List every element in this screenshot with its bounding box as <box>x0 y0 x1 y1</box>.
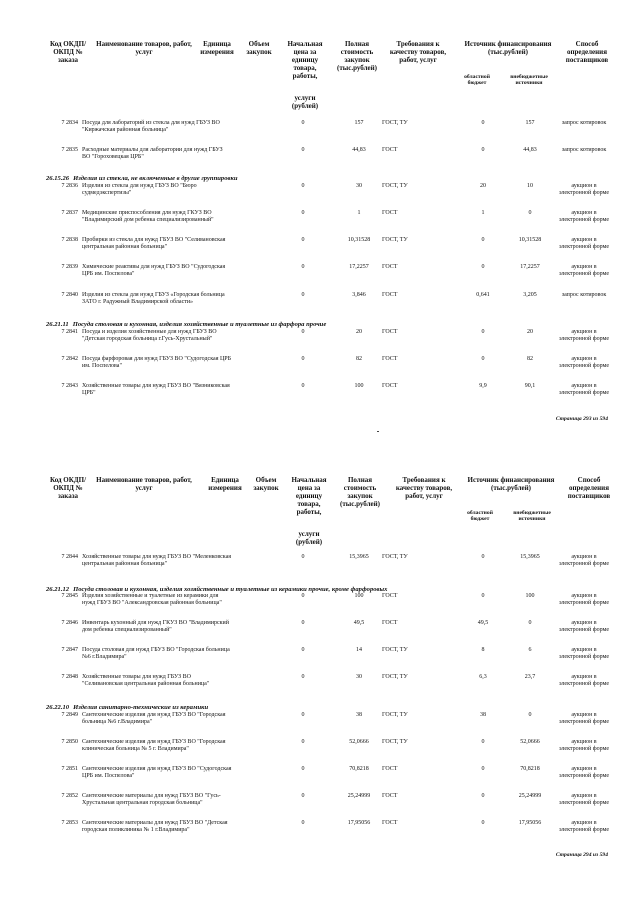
extra-budget: 44,83 <box>523 147 537 153</box>
item-name: Посуда фарфоровая для нужд ГБУЗ ВО "Судогодская ЦРБ им. Поспелова" <box>82 356 232 369</box>
item-name: Сантехнические материалы для нужд ГБУЗ ВО "Детская городская поликлиника № 1 г.Владимира" <box>82 820 228 833</box>
quality-req: ГОСТ <box>382 593 398 599</box>
header-full-cost: Полная стоимость закупок (тыс.рублей) <box>339 476 381 508</box>
item-name: Медицинские приспособления для нужд ГКУЗ ВО "Владимирский дом ребенка специализированный" <box>82 210 214 223</box>
item-name: Изделия хозяйственные и туалетные из керамики для нужд ГБУЗ ВО "Александровская районная больница" <box>82 593 222 606</box>
quality-req: ГОСТ <box>382 356 398 362</box>
item-name: Хозяйственные товары для нужд ГБУЗ ВО "Вязниковская ЦРБ" <box>82 383 230 396</box>
procurement-method: аукцион в электронной форме <box>558 264 610 277</box>
full-cost: 14 <box>356 647 362 653</box>
item-name: Изделия из стекла для нужд ГБУЗ «Городская больница ЗАТО г. Радужный Владимирской области» <box>82 292 225 305</box>
extra-budget: 17,95056 <box>518 820 542 826</box>
item-name: Пробирки из стекла для нужд ГБУЗ ВО "Селивановская центральная районная больница" <box>82 237 226 250</box>
header-unit: Единица измерения <box>208 476 242 492</box>
section-heading <box>46 586 626 593</box>
header-start-price: Начальная цена за единицу товара, работы, <box>291 476 327 516</box>
full-cost: 82 <box>356 356 362 362</box>
header-funding-extra: внебюджетные источники <box>510 74 548 87</box>
regional-budget: 9,9 <box>479 383 487 389</box>
section-heading <box>46 704 626 711</box>
regional-budget: 0 <box>481 147 485 153</box>
quality-req: ГОСТ, ТУ <box>382 647 408 653</box>
start-price: 0 <box>301 356 305 362</box>
extra-budget: 23,7 <box>524 674 536 680</box>
full-cost: 10,31528 <box>347 237 371 243</box>
item-name: Хозяйственные товары для нужд ГБУЗ ВО "Меленковская центральная районная больница" <box>82 554 232 567</box>
header-method: Способ определения поставщиков <box>565 40 609 64</box>
extra-budget: 0 <box>528 712 532 718</box>
start-price: 0 <box>301 210 305 216</box>
regional-budget: 1 <box>481 210 485 216</box>
extra-budget: 90,1 <box>524 383 536 389</box>
order-number: 7 2849 <box>61 712 78 718</box>
full-cost: 1 <box>357 210 361 216</box>
item-name: Сантехнические материалы для нужд ГБУЗ ВО "Гусь-Хрустальная центральная городская больница" <box>82 793 221 806</box>
regional-budget: 0 <box>481 766 485 772</box>
full-cost: 157 <box>354 120 364 126</box>
extra-budget: 157 <box>525 120 535 126</box>
order-number: 7 2847 <box>61 647 78 653</box>
start-price: 0 <box>301 554 305 560</box>
extra-budget: 0 <box>528 210 532 216</box>
quality-req: ГОСТ, ТУ <box>382 554 408 560</box>
procurement-method: аукцион в электронной форме <box>558 647 610 660</box>
section-code: 26.22.10 <box>46 704 70 711</box>
header-name: Наименование товаров, работ, услуг <box>96 40 192 56</box>
order-number: 7 2851 <box>61 766 78 772</box>
quality-req: ГОСТ <box>382 264 398 270</box>
start-price: 0 <box>301 739 305 745</box>
extra-budget: 10,31528 <box>518 237 542 243</box>
start-price: 0 <box>301 712 305 718</box>
extra-budget: 15,3965 <box>520 554 540 560</box>
order-number: 7 2848 <box>61 674 78 680</box>
start-price: 0 <box>301 120 305 126</box>
header-start-price-services: услуги (рублей) <box>291 94 319 110</box>
quality-req: ГОСТ <box>382 766 398 772</box>
quality-req: ГОСТ <box>382 383 398 389</box>
extra-budget: 70,8218 <box>520 766 540 772</box>
regional-budget: 0 <box>481 120 485 126</box>
start-price: 0 <box>301 329 305 335</box>
procurement-method: аукцион в электронной форме <box>558 766 610 779</box>
section-code: 26.15.26 <box>46 175 70 182</box>
item-name: Посуда для лабораторий из стекла для нужд ГБУЗ ВО "Киржачская районная больница" <box>82 120 220 133</box>
regional-budget: 0 <box>481 329 485 335</box>
order-number: 7 2842 <box>61 356 78 362</box>
header-unit: Единица измерения <box>200 40 234 56</box>
section-title: Посуда столовая и кухонная, изделия хозяйственные и туалетные из керамики прочие, кроме фарфоровых <box>73 586 388 593</box>
start-price: 0 <box>301 793 305 799</box>
start-price: 0 <box>301 292 305 298</box>
order-number: 7 2837 <box>61 210 78 216</box>
procurement-method: аукцион в электронной форме <box>558 712 610 725</box>
quality-req: ГОСТ, ТУ <box>382 120 408 126</box>
header-volume: Объем закупок <box>253 476 279 492</box>
order-number: 7 2838 <box>61 237 78 243</box>
full-cost: 25,24999 <box>347 793 371 799</box>
extra-budget: 20 <box>527 329 533 335</box>
quality-req: ГОСТ <box>382 210 398 216</box>
item-name: Посуда столовая для нужд ГБУЗ ВО "Городская больница №6 г.Владимира" <box>82 647 230 660</box>
regional-budget: 0 <box>481 793 485 799</box>
regional-budget: 0 <box>481 356 485 362</box>
regional-budget: 38 <box>480 712 486 718</box>
item-name: Сантехнические изделия для нужд ГБУЗ ВО "Городская больница №6 г.Владимира" <box>82 712 226 725</box>
section-code: 26.21.11 <box>46 321 69 328</box>
section-title: Посуда столовая и кухонная, изделия хозяйственные и туалетные из фарфора прочие <box>72 321 327 328</box>
full-cost: 30 <box>356 183 362 189</box>
order-number: 7 2841 <box>61 329 78 335</box>
quality-req: ГОСТ <box>382 329 398 335</box>
extra-budget: 6 <box>528 647 532 653</box>
procurement-method: аукцион в электронной форме <box>558 356 610 369</box>
start-price: 0 <box>301 237 305 243</box>
extra-budget: 0 <box>528 620 532 626</box>
header-start-price-services: услуги (рублей) <box>295 530 323 546</box>
extra-budget: 82 <box>527 356 533 362</box>
quality-req: ГОСТ, ТУ <box>382 712 408 718</box>
start-price: 0 <box>301 620 305 626</box>
header-code: Код ОКДП/ ОКПД № заказа <box>49 40 87 64</box>
section-title: Изделия из стекла, не включенные в другие группировки <box>73 175 238 182</box>
quality-req: ГОСТ, ТУ <box>382 183 408 189</box>
full-cost: 30 <box>356 674 362 680</box>
extra-budget: 3,205 <box>523 292 537 298</box>
extra-budget: 52,0666 <box>520 739 540 745</box>
header-quality: Требования к качеству товаров, работ, услуг <box>389 40 447 64</box>
header-funding-regional: областной бюджет <box>464 74 490 87</box>
extra-budget: 100 <box>525 593 535 599</box>
header-funding-extra: внебюджетные источники <box>513 510 551 523</box>
order-number: 7 2843 <box>61 383 78 389</box>
start-price: 0 <box>301 183 305 189</box>
regional-budget: 20 <box>480 183 486 189</box>
procurement-method: аукцион в электронной форме <box>558 554 610 567</box>
procurement-method: аукцион в электронной форме <box>558 739 610 752</box>
header-funding-regional: областной бюджет <box>467 510 493 523</box>
regional-budget: 49,5 <box>477 620 489 626</box>
full-cost: 100 <box>354 383 364 389</box>
full-cost: 70,8218 <box>349 766 369 772</box>
item-name: Расходные материалы для лаборатории для нужд ГБУЗ ВО "Гороховецкая ЦРБ" <box>82 147 223 160</box>
start-price: 0 <box>301 383 305 389</box>
item-name: Изделия из стекла для нужд ГБУЗ ВО "Бюро судмедэкспертизы" <box>82 183 197 196</box>
full-cost: 52,0666 <box>349 739 369 745</box>
header-full-cost: Полная стоимость закупок (тыс.рублей) <box>336 40 378 72</box>
order-number: 7 2850 <box>61 739 78 745</box>
quality-req: ГОСТ <box>382 793 398 799</box>
quality-req: ГОСТ <box>382 292 398 298</box>
regional-budget: 8 <box>481 647 485 653</box>
item-name: Сантехнические изделия для нужд ГБУЗ ВО "Городская клиническая больница № 5 г. Владимира" <box>82 739 226 752</box>
header-code: Код ОКДП/ ОКПД № заказа <box>49 476 87 500</box>
regional-budget: 0 <box>481 554 485 560</box>
start-price: 0 <box>301 593 305 599</box>
procurement-method: аукцион в электронной форме <box>558 620 610 633</box>
extra-budget: 10 <box>527 183 533 189</box>
item-name: Сантехнические изделия для нужд ГБУЗ ВО "Судогодская ЦРБ им. Поспелова" <box>82 766 232 779</box>
order-number: 7 2835 <box>61 147 78 153</box>
full-cost: 17,95056 <box>347 820 371 826</box>
full-cost: 44,83 <box>352 147 366 153</box>
regional-budget: 0 <box>481 593 485 599</box>
quality-req: ГОСТ, ТУ <box>382 237 408 243</box>
regional-budget: 0 <box>481 820 485 826</box>
section-code: 26.21.12 <box>46 586 70 593</box>
order-number: 7 2844 <box>61 554 78 560</box>
start-price: 0 <box>301 766 305 772</box>
quality-req: ГОСТ <box>382 820 398 826</box>
start-price: 0 <box>301 820 305 826</box>
start-price: 0 <box>301 264 305 270</box>
procurement-method: аукцион в электронной форме <box>558 329 610 342</box>
item-name: Химические реактивы для нужд ГБУЗ ВО "Судогодская ЦРБ им. Поспелова" <box>82 264 226 277</box>
start-price: 0 <box>301 147 305 153</box>
start-price: 0 <box>301 674 305 680</box>
quality-req: ГОСТ <box>382 620 398 626</box>
order-number: 7 2852 <box>61 793 78 799</box>
header-funding: Источник финансирования (тыс.рублей) <box>467 476 555 492</box>
procurement-method: аукцион в электронной форме <box>558 183 610 196</box>
full-cost: 49,5 <box>353 620 365 626</box>
procurement-method: аукцион в электронной форме <box>558 210 610 223</box>
order-number: 7 2845 <box>61 593 78 599</box>
item-name: Хозяйственные товары для нужд ГБУЗ ВО "Селивановская центральная районная больница" <box>82 674 210 687</box>
item-name: Инвентарь кухонный для нужд ГКУЗ ВО "Владимирский дом ребенка специализированный" <box>82 620 229 633</box>
section-title: Изделия санитарно-технические из керамики <box>73 704 209 711</box>
regional-budget: 0 <box>481 264 485 270</box>
extra-budget: 25,24999 <box>518 793 542 799</box>
quality-req: ГОСТ, ТУ <box>382 739 408 745</box>
full-cost: 15,3965 <box>349 554 369 560</box>
page-number: Страница 293 из 594 <box>555 416 608 422</box>
procurement-method: аукцион в электронной форме <box>558 820 610 833</box>
procurement-method: аукцион в электронной форме <box>558 674 610 687</box>
regional-budget: 0,641 <box>476 292 490 298</box>
start-price: 0 <box>301 647 305 653</box>
quality-req: ГОСТ <box>382 147 398 153</box>
item-name: Посуда и изделия хозяйственные для нужд ГБУЗ ВО "Детская городская больница г.Гусь-Хрустальный" <box>82 329 217 342</box>
extra-budget: 17,2257 <box>520 264 540 270</box>
procurement-method: аукцион в электронной форме <box>558 593 610 606</box>
full-cost: 17,2257 <box>349 264 369 270</box>
header-funding: Источник финансирования (тыс.рублей) <box>464 40 552 56</box>
regional-budget: 0 <box>481 237 485 243</box>
regional-budget: 6,3 <box>479 674 487 680</box>
procurement-method: запрос котировок <box>561 292 607 298</box>
order-number: 7 2853 <box>61 820 78 826</box>
full-cost: 20 <box>356 329 362 335</box>
order-number: 7 2834 <box>61 120 78 126</box>
header-volume: Объем закупок <box>246 40 272 56</box>
full-cost: 38 <box>356 712 362 718</box>
full-cost: 100 <box>354 593 364 599</box>
page-number: Страница 294 из 594 <box>555 852 608 858</box>
procurement-method: запрос котировок <box>561 120 607 126</box>
order-number: 7 2846 <box>61 620 78 626</box>
order-number: 7 2836 <box>61 183 78 189</box>
header-method: Способ определения поставщиков <box>567 476 611 500</box>
procurement-method: аукцион в электронной форме <box>558 793 610 806</box>
order-number: 7 2839 <box>61 264 78 270</box>
full-cost: 3,846 <box>352 292 366 298</box>
header-name: Наименование товаров, работ, услуг <box>96 476 192 492</box>
procurement-method: запрос котировок <box>561 147 607 153</box>
quality-req: ГОСТ, ТУ <box>382 674 408 680</box>
regional-budget: 0 <box>481 739 485 745</box>
order-number: 7 2840 <box>61 292 78 298</box>
header-quality: Требования к качеству товаров, работ, услуг <box>395 476 453 500</box>
header-start-price: Начальная цена за единицу товара, работы, <box>287 40 323 80</box>
procurement-method: аукцион в электронной форме <box>558 383 610 396</box>
procurement-method: аукцион в электронной форме <box>558 237 610 250</box>
